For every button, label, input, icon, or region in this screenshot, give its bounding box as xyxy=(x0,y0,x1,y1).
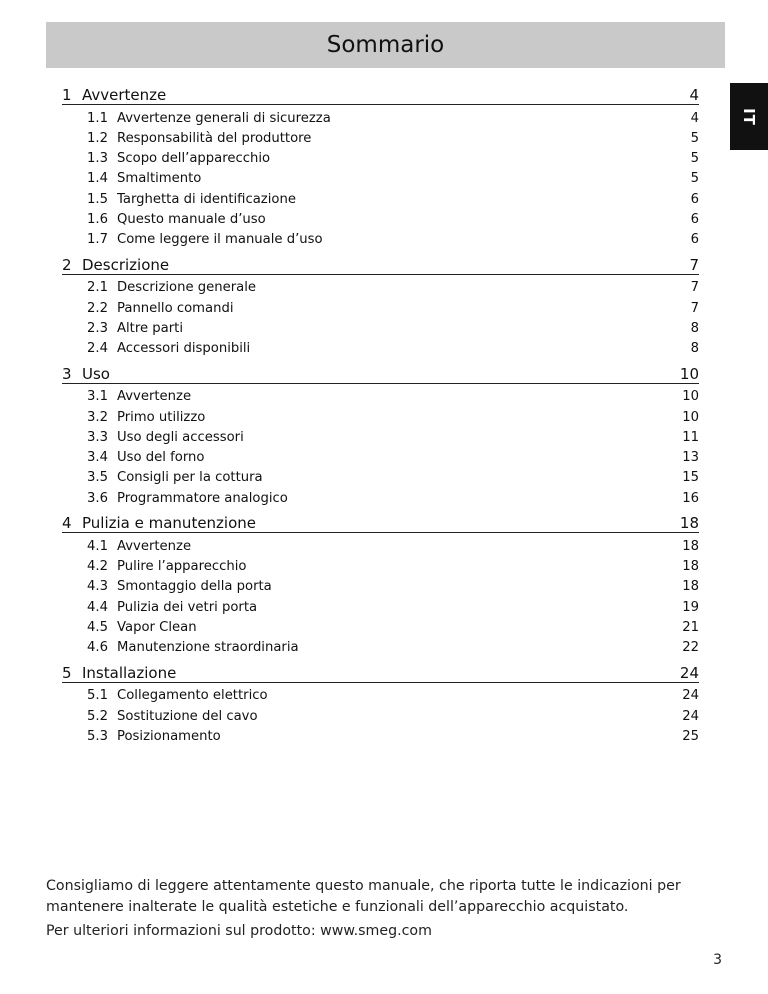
section-number: 2.4 xyxy=(87,341,108,357)
section-title: Primo utilizzo xyxy=(117,409,206,425)
toc-section[interactable] xyxy=(62,557,699,577)
section-title: Sostituzione del cavo xyxy=(117,708,258,724)
toc-section[interactable] xyxy=(62,318,699,338)
section-page: 24 xyxy=(682,708,699,724)
chapter-number: 3 xyxy=(62,364,72,383)
toc-section[interactable] xyxy=(62,298,699,318)
toc-section[interactable] xyxy=(62,706,699,726)
section-number: 4.1 xyxy=(87,538,108,554)
section-title: Consigli per la cottura xyxy=(117,470,263,486)
toc-section[interactable] xyxy=(62,427,699,447)
section-number: 1.5 xyxy=(87,191,108,207)
language-tab xyxy=(730,83,768,150)
section-title: Collegamento elettrico xyxy=(117,688,268,704)
section-page: 19 xyxy=(682,599,699,615)
toc-section[interactable] xyxy=(62,577,699,597)
section-title: Avvertenze xyxy=(117,538,192,554)
section-number: 4.2 xyxy=(87,559,108,575)
section-page: 7 xyxy=(690,280,699,296)
section-number: 3.5 xyxy=(87,470,108,486)
section-title: Scopo dell’apparecchio xyxy=(117,151,271,167)
section-number: 2.2 xyxy=(87,300,108,316)
section-title: Descrizione generale xyxy=(117,280,257,296)
chapter-page: 10 xyxy=(679,364,699,383)
toc-chapter[interactable] xyxy=(62,508,699,533)
section-page: 10 xyxy=(682,389,699,405)
section-page: 24 xyxy=(682,688,699,704)
section-number: 2.3 xyxy=(87,320,108,336)
chapter-page: 7 xyxy=(689,255,699,274)
section-page: 10 xyxy=(682,409,699,425)
toc-chapter[interactable] xyxy=(62,658,699,683)
section-number: 1.6 xyxy=(87,211,108,227)
toc-section[interactable] xyxy=(62,128,699,148)
section-page: 25 xyxy=(682,728,699,744)
toc-section[interactable] xyxy=(62,209,699,229)
section-title: Uso del forno xyxy=(117,450,205,466)
section-page: 6 xyxy=(690,232,699,248)
section-title: Avvertenze xyxy=(117,389,192,405)
section-number: 1.7 xyxy=(87,232,108,248)
section-page: 18 xyxy=(682,538,699,554)
section-number: 2.1 xyxy=(87,280,108,296)
section-page: 13 xyxy=(682,450,699,466)
footer-more-info: Per ulteriori informazioni sul prodotto: www.smeg.com xyxy=(46,923,432,939)
section-title: Avvertenze generali di sicurezza xyxy=(117,110,331,126)
section-page: 11 xyxy=(682,429,699,445)
toc-section[interactable] xyxy=(62,278,699,298)
section-title: Pulizia dei vetri porta xyxy=(117,599,258,615)
section-number: 1.3 xyxy=(87,151,108,167)
chapter-number: 1 xyxy=(62,86,72,104)
toc-section[interactable] xyxy=(62,488,699,508)
chapter-page: 4 xyxy=(689,86,699,104)
section-number: 1.2 xyxy=(87,130,108,146)
section-number: 4.4 xyxy=(87,599,108,615)
toc-section[interactable] xyxy=(62,169,699,189)
toc-chapter[interactable] xyxy=(62,80,699,105)
section-title: Smaltimento xyxy=(117,171,202,187)
section-page: 22 xyxy=(682,640,699,656)
toc-section[interactable] xyxy=(62,407,699,427)
section-page: 5 xyxy=(690,151,699,167)
footer-note xyxy=(46,876,736,942)
section-number: 5.2 xyxy=(87,708,108,724)
section-number: 3.3 xyxy=(87,429,108,445)
toc-section[interactable] xyxy=(62,149,699,169)
section-title: Responsabilità del produttore xyxy=(117,130,312,146)
chapter-number: 5 xyxy=(62,663,72,682)
chapter-number: 2 xyxy=(62,255,72,274)
section-title: Smontaggio della porta xyxy=(117,579,272,595)
chapter-title: Descrizione xyxy=(82,255,170,274)
section-page: 4 xyxy=(690,110,699,126)
section-title: Accessori disponibili xyxy=(117,341,251,357)
page-title: Sommario xyxy=(326,32,445,58)
section-number: 1.1 xyxy=(87,110,108,126)
section-page: 7 xyxy=(690,300,699,316)
section-number: 3.1 xyxy=(87,389,108,405)
chapter-page: 24 xyxy=(679,663,699,682)
toc-section[interactable] xyxy=(62,387,699,407)
section-number: 5.1 xyxy=(87,688,108,704)
toc-section[interactable] xyxy=(62,448,699,468)
chapter-title: Avvertenze xyxy=(82,86,167,104)
page-number: 3 xyxy=(713,952,722,968)
section-page: 15 xyxy=(682,470,699,486)
toc-section[interactable] xyxy=(62,617,699,637)
section-number: 4.6 xyxy=(87,640,108,656)
toc-chapter[interactable] xyxy=(62,250,699,275)
chapter-title: Installazione xyxy=(82,663,177,682)
section-title: Altre parti xyxy=(117,320,184,336)
footer-advice: Consigliamo di leggere attentamente questo manuale, che riporta tutte le indicazioni per mantenere inalterate le qualità estetiche e funzionali dell’apparecchio acquistato. xyxy=(46,878,681,915)
section-title: Programmatore analogico xyxy=(117,490,288,506)
chapter-title: Pulizia e manutenzione xyxy=(82,514,257,533)
section-page: 18 xyxy=(682,579,699,595)
toc-section[interactable] xyxy=(62,108,699,128)
section-page: 21 xyxy=(682,619,699,635)
section-title: Questo manuale d’uso xyxy=(117,211,266,227)
toc-section[interactable] xyxy=(62,536,699,556)
section-title: Targhetta di identificazione xyxy=(117,191,296,207)
section-number: 4.3 xyxy=(87,579,108,595)
page-title-bar xyxy=(46,22,725,68)
toc-section[interactable] xyxy=(62,726,699,746)
section-title: Pannello comandi xyxy=(117,300,234,316)
chapter-number: 4 xyxy=(62,514,72,533)
section-title: Uso degli accessori xyxy=(117,429,244,445)
table-of-contents xyxy=(62,80,699,747)
section-page: 18 xyxy=(682,559,699,575)
language-tab-label: IT xyxy=(739,107,758,126)
toc-section[interactable] xyxy=(62,638,699,658)
toc-chapter[interactable] xyxy=(62,359,699,384)
section-number: 3.6 xyxy=(87,490,108,506)
section-page: 16 xyxy=(682,490,699,506)
toc-section[interactable] xyxy=(62,597,699,617)
section-number: 3.2 xyxy=(87,409,108,425)
section-page: 6 xyxy=(690,191,699,207)
section-page: 8 xyxy=(690,320,699,336)
toc-section[interactable] xyxy=(62,230,699,250)
section-title: Manutenzione straordinaria xyxy=(117,640,299,656)
section-number: 3.4 xyxy=(87,450,108,466)
toc-section[interactable] xyxy=(62,339,699,359)
toc-section[interactable] xyxy=(62,686,699,706)
section-title: Posizionamento xyxy=(117,728,221,744)
chapter-page: 18 xyxy=(679,514,699,533)
section-number: 4.5 xyxy=(87,619,108,635)
section-page: 5 xyxy=(690,130,699,146)
toc-section[interactable] xyxy=(62,189,699,209)
section-title: Pulire l’apparecchio xyxy=(117,559,247,575)
section-page: 8 xyxy=(690,341,699,357)
section-page: 6 xyxy=(690,211,699,227)
section-number: 5.3 xyxy=(87,728,108,744)
section-title: Come leggere il manuale d’uso xyxy=(117,232,323,248)
section-title: Vapor Clean xyxy=(117,619,197,635)
section-number: 1.4 xyxy=(87,171,108,187)
chapter-title: Uso xyxy=(82,364,110,383)
section-page: 5 xyxy=(690,171,699,187)
toc-section[interactable] xyxy=(62,468,699,488)
